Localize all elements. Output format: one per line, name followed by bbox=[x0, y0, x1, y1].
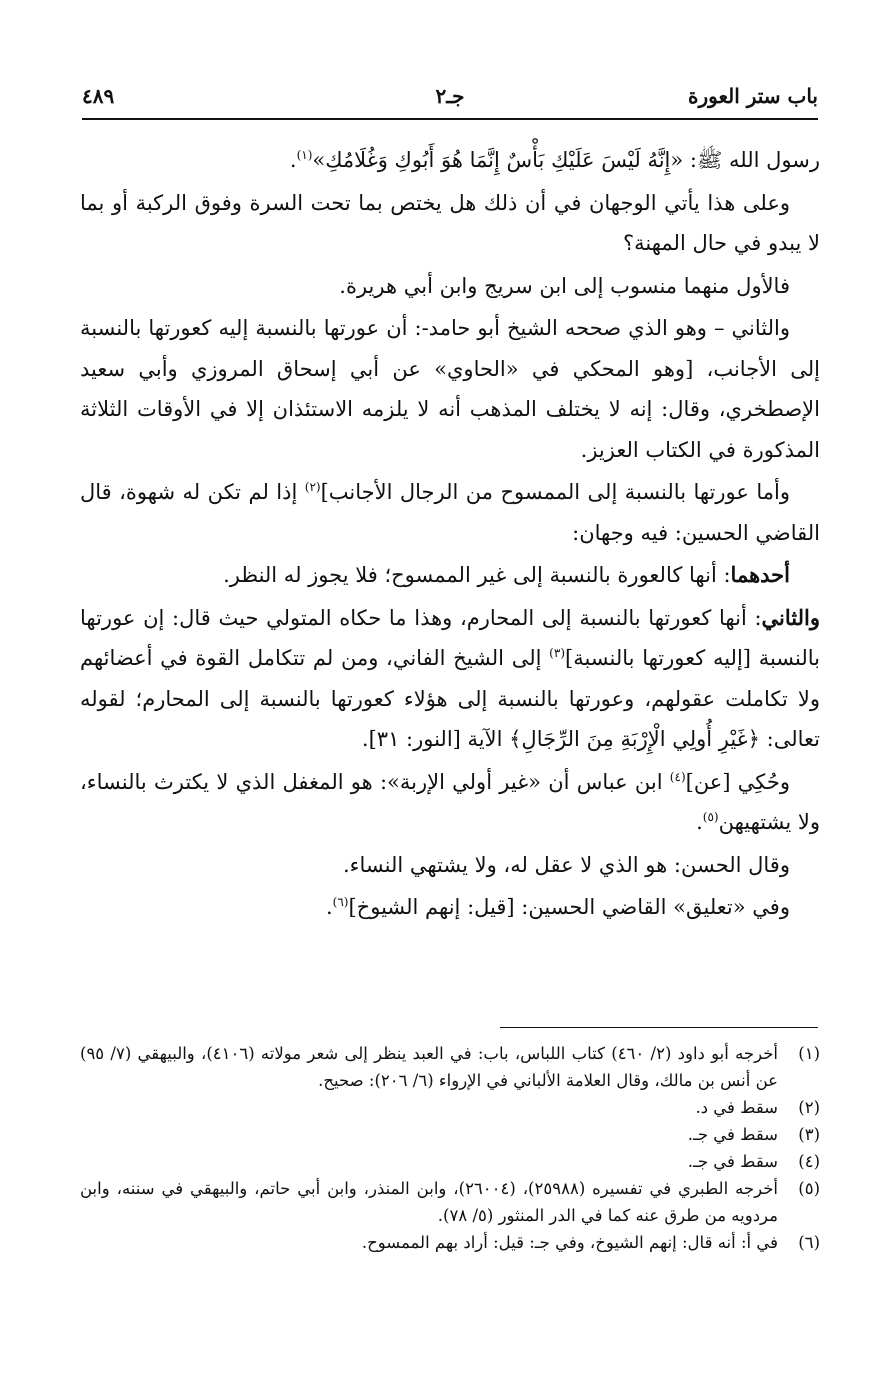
footnote-marker-3: (٣) bbox=[549, 646, 565, 660]
paragraph-5-rest: إذا لم تكن له شهوة، قال القاضي الحسين: فيه وجهان: bbox=[80, 480, 820, 545]
paragraph-1-end: . bbox=[289, 148, 297, 172]
footnote-marker-1: (١) bbox=[296, 148, 313, 162]
footnote-marker-5: (٥) bbox=[702, 810, 719, 824]
footnote-separator bbox=[500, 1027, 818, 1028]
paragraph-5-text: وأما عورتها بالنسبة إلى الممسوح من الرجال الأجانب] bbox=[320, 480, 790, 504]
footnotes bbox=[80, 1040, 820, 1256]
paragraph-1 bbox=[80, 140, 820, 181]
second-view-label: والثاني bbox=[761, 604, 820, 630]
footnote-1 bbox=[80, 1040, 820, 1094]
footnote-marker-4: (٤) bbox=[669, 769, 686, 784]
page-number: ٤٨٩ bbox=[82, 84, 115, 108]
footnote-text: سقط في جـ. bbox=[687, 1125, 778, 1144]
paragraph-8-end: . bbox=[696, 810, 703, 834]
paragraph-7 bbox=[80, 598, 820, 760]
paragraph-7-text: : أنها كعورتها بالنسبة إلى المحارم، وهذا ما حكاه المتولي حيث قال: إن عورتها بالنسبة [إليه كعورتها بالنسبة] bbox=[80, 605, 820, 670]
running-header bbox=[82, 82, 818, 116]
first-view-label: أحدهما bbox=[730, 562, 790, 587]
footnote-marker-6: (٦) bbox=[332, 895, 349, 909]
volume-label: جـ٢ bbox=[435, 84, 465, 108]
footnote-5 bbox=[80, 1175, 820, 1229]
paragraph-7-rest: إلى الشيخ الفاني، ومن لم تتكامل القوة في أعضائهم ولا تكاملت عقولهم، وعورتها بالنسبة إلى هؤلاء كعورتها بالنسبة إلى المحارم؛ لقوله تعالى: ﴿غَيْرِ أُولِي الْإِرْبَةِ مِنَ الرِّجَالِ﴾ الآية [النور: ٣١]. bbox=[80, 646, 820, 751]
paragraph-2: وعلى هذا يأتي الوجهان في أن ذلك هل يختص بما تحت السرة وفوق الركبة أو بما لا يبدو في حال المهنة؟ bbox=[80, 190, 820, 255]
footnote-text: أخرجه أبو داود (٢/ ٤٦٠) كتاب اللباس، باب: في العبد ينظر إلى شعر مولاته (٤١٠٦)، والبيهقي (٧/ ٩٥) عن أنس بن مالك، وقال العلامة الألباني في الإرواء (٦/ ٢٠٦): صحيح. bbox=[80, 1044, 779, 1090]
header-rule bbox=[82, 118, 818, 120]
paragraph-10-end: . bbox=[325, 895, 333, 919]
paragraph-3: فالأول منهما منسوب إلى ابن سريج وابن أبي هريرة. bbox=[339, 273, 790, 298]
paragraph-9: وقال الحسن: هو الذي لا عقل له، ولا يشتهي النساء. bbox=[342, 852, 790, 877]
paragraph-10-text: وفي «تعليق» القاضي الحسين: [قيل: إنهم الشيوخ] bbox=[348, 895, 790, 919]
footnote-text: سقط في جـ. bbox=[687, 1152, 778, 1171]
footnote-number: (١) bbox=[798, 1044, 820, 1063]
footnote-6 bbox=[80, 1229, 820, 1256]
main-text bbox=[80, 140, 820, 930]
paragraph-10 bbox=[80, 887, 820, 928]
footnote-marker-2: (٢) bbox=[304, 480, 321, 494]
paragraph-8-text: وحُكِي [عن] bbox=[685, 769, 790, 794]
footnote-4 bbox=[80, 1148, 820, 1175]
paragraph-4: والثاني – وهو الذي صححه الشيخ أبو حامد-: أن عورتها بالنسبة إليه كعورتها بالنسبة إلى الأجانب، [وهو المحكي في «الحاوي» عن أبي إسحاق المروزي وأبي سعيد الإصطخري، وقال: إنه لا يختلف المذهب أنه لا يلزمه الاستئذان إلا في الأوقات الثلاثة المذكورة في الكتاب العزيز. bbox=[80, 316, 820, 462]
footnote-text: في أ: أنه قال: إنهم الشيوخ، وفي جـ: قيل: أراد بهم الممسوح. bbox=[361, 1233, 778, 1252]
paragraph-6-text: : أنها كالعورة بالنسبة إلى غير الممسوح؛ فلا يجوز له النظر. bbox=[223, 563, 731, 587]
paragraph-6 bbox=[80, 555, 820, 596]
footnote-number: (٢) bbox=[798, 1098, 820, 1117]
footnote-text: أخرجه الطبري في تفسيره (٢٥٩٨٨)، (٢٦٠٠٤)، وابن المنذر، وابن أبي حاتم، والبيهقي في سننه، وابن مردويه من طرق عنه كما في الدر المنثور (٥/ ٧٨). bbox=[80, 1179, 778, 1225]
footnote-2 bbox=[80, 1094, 820, 1121]
footnote-text: سقط في د. bbox=[695, 1098, 778, 1117]
paragraph-1-text: رسول الله ﷺ: «إِنَّهُ لَيْسَ عَلَيْكِ بَأْسٌ إِنَّمَا هُوَ أَبُوكِ وَغُلَامُكِ» bbox=[312, 148, 820, 172]
footnote-number: (٥) bbox=[798, 1179, 820, 1198]
paragraph-5 bbox=[80, 472, 820, 553]
footnote-number: (٣) bbox=[798, 1125, 820, 1144]
footnote-number: (٦) bbox=[798, 1233, 820, 1252]
chapter-title: باب ستر العورة bbox=[687, 84, 818, 108]
paragraph-8 bbox=[80, 762, 820, 843]
footnote-3 bbox=[80, 1121, 820, 1148]
paragraph-8-rest: ابن عباس أن «غير أولي الإربة»: هو المغفل الذي لا يكترث بالنساء، ولا يشتهيهن bbox=[80, 769, 820, 834]
footnote-number: (٤) bbox=[798, 1152, 820, 1171]
